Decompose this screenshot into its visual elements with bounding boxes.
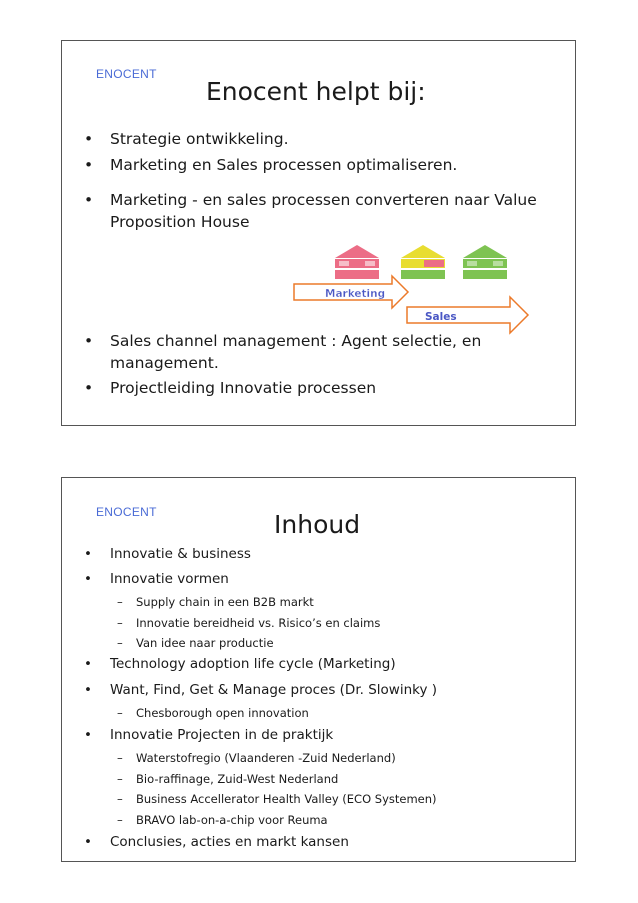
dash-icon: – [117, 751, 123, 765]
bullet-icon: • [84, 379, 94, 397]
toc-subitem: – Chesborough open innovation [117, 706, 309, 720]
bullet-icon: • [84, 130, 94, 148]
bullet-icon: • [84, 571, 92, 587]
toc-item: • Want, Find, Get & Manage proces (Dr. Slowinky ) [84, 682, 438, 698]
slide-title: Enocent helpt bij: [206, 77, 426, 106]
bullet-item [84, 330, 554, 374]
bullet-icon: • [84, 191, 94, 209]
bullet-icon: • [84, 834, 92, 850]
dash-icon: – [117, 595, 123, 609]
house-yellow-icon [401, 245, 445, 279]
toc-subitem: – BRAVO lab-on-a-chip voor Reuma [117, 813, 328, 827]
sales-label: Sales [425, 311, 457, 323]
dash-icon: – [117, 706, 123, 720]
dash-icon: – [117, 813, 123, 827]
bullet-icon: • [84, 332, 94, 350]
bullet-item [84, 189, 544, 233]
bullet-text: Projectleiding Innovatie processen [110, 379, 377, 397]
marketing-label: Marketing [325, 288, 386, 300]
dash-icon: – [117, 636, 123, 650]
dash-icon: – [117, 792, 123, 806]
toc-subitem: – Bio-raffinage, Zuid-West Nederland [117, 772, 339, 786]
bullet-icon: • [84, 727, 92, 743]
toc-subitem: – Van idee naar productie [117, 636, 274, 650]
dash-icon: – [117, 616, 123, 630]
bullet-icon: • [84, 656, 92, 672]
bullet-item [84, 154, 554, 176]
slide-title: Inhoud [274, 510, 361, 539]
enocent-logo: ENOCENT [96, 67, 157, 81]
house-green-icon [463, 245, 507, 279]
toc-item: • Conclusies, acties en markt kansen [84, 834, 349, 850]
toc-item: • Innovatie & business [84, 546, 251, 562]
bullet-item [84, 377, 554, 399]
toc-item: • Technology adoption life cycle (Marketing) [84, 656, 396, 672]
bullet-icon: • [84, 156, 94, 174]
toc-subitem: – Supply chain in een B2B markt [117, 595, 314, 609]
slide-inhoud [61, 477, 576, 862]
house-pink-icon [335, 245, 379, 279]
toc-subitem: – Innovatie bereidheid vs. Risico’s en claims [117, 616, 381, 630]
toc-item: • Innovatie Projecten in de praktijk [84, 727, 334, 743]
bullet-text: Marketing - en sales processen converteren naar Value Proposition House [110, 191, 537, 231]
toc-item: • Innovatie vormen [84, 571, 229, 587]
bullet-text: Sales channel management : Agent selectie, en management. [110, 332, 482, 372]
toc-subitem: – Waterstofregio (Vlaanderen -Zuid Nederland) [117, 751, 396, 765]
bullet-text: Marketing en Sales processen optimaliseren. [110, 156, 458, 174]
slide-enocent-helpt-bij [61, 40, 576, 426]
bullet-icon: • [84, 682, 92, 698]
bullet-item [84, 128, 554, 150]
toc-subitem: – Business Accellerator Health Valley (ECO Systemen) [117, 792, 437, 806]
bullet-text: Strategie ontwikkeling. [110, 130, 289, 148]
dash-icon: – [117, 772, 123, 786]
enocent-logo: ENOCENT [96, 505, 157, 519]
bullet-icon: • [84, 546, 92, 562]
